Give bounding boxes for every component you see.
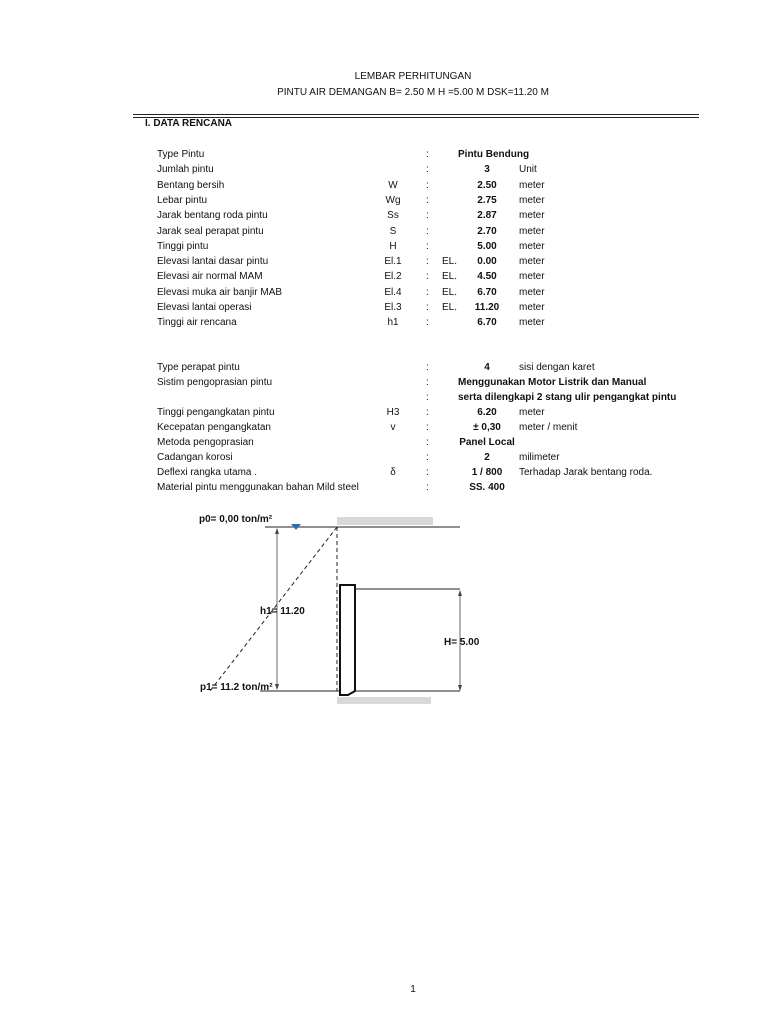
lift-speed-label: Kecepatan pengangkatan [157, 422, 271, 433]
parameter-value: 2.75 [477, 194, 497, 206]
colon: : [426, 482, 429, 493]
lift-height-value: 6.20 [477, 407, 497, 418]
colon: : [426, 422, 429, 433]
document-title: LEMBAR PERHITUNGAN [354, 71, 472, 82]
base-floor-slab [337, 697, 431, 704]
parameter-label: Lebar pintu [157, 194, 208, 206]
parameter-colon: : [426, 271, 429, 283]
parameter-el: EL. [442, 302, 458, 313]
H-arrow-top-icon [458, 590, 462, 596]
seal-type-label: Type perapat pintu [157, 362, 240, 373]
parameter-el: EL. [442, 256, 458, 268]
deflection-value: 1 / 800 [471, 467, 503, 478]
parameter-sym: El.1 [384, 256, 402, 268]
parameter-value: 4.50 [477, 271, 497, 283]
parameter-unit: meter [519, 240, 545, 252]
parameter-value: 2.50 [477, 179, 497, 191]
colon: : [426, 362, 429, 373]
operation-method-value: Panel Local [459, 437, 515, 448]
parameter-label: Type Pintu [157, 149, 205, 160]
parameter-colon: : [426, 149, 429, 160]
parameter-value: 6.70 [477, 286, 497, 298]
material-label: Material pintu menggunakan bahan Mild steel [157, 482, 359, 493]
parameter-label: Tinggi air rencana [157, 317, 237, 329]
parameter-sym: Wg [385, 194, 401, 206]
parameter-value: 5.00 [477, 240, 497, 252]
colon: : [426, 377, 429, 388]
operation-system-value-2: serta dilengkapi 2 stang ulir pengangkat pintu [458, 392, 677, 403]
H-arrow-bottom-icon [458, 685, 462, 691]
parameter-label: Jarak bentang roda pintu [157, 210, 268, 222]
parameter-value: 3 [484, 164, 490, 176]
lift-speed-value: ± 0,30 [473, 422, 501, 433]
parameter-value: Pintu Bendung [458, 149, 530, 160]
parameter-colon: : [426, 302, 429, 313]
parameter-value: 0.00 [477, 256, 497, 268]
deflection-label: Deflexi rangka utama . [157, 467, 258, 478]
colon: : [426, 467, 429, 478]
parameter-unit: meter [519, 286, 545, 298]
parameter-colon: : [426, 164, 429, 176]
colon: : [426, 437, 429, 448]
parameter-colon: : [426, 240, 429, 252]
parameter-value: 11.20 [474, 302, 500, 313]
parameter-unit: meter [519, 179, 545, 191]
parameter-sym: h1 [387, 317, 399, 329]
h1-arrow-bottom-icon [275, 684, 279, 690]
parameter-el: EL. [442, 271, 458, 283]
parameter-colon: : [426, 225, 429, 237]
parameter-sym: Ss [387, 210, 399, 222]
parameter-sym: W [388, 179, 398, 191]
parameter-colon: : [426, 317, 429, 329]
lift-speed-symbol: v [390, 422, 396, 433]
colon: : [426, 392, 429, 403]
parameter-value: 2.87 [477, 210, 497, 222]
parameter-unit: meter [519, 317, 545, 329]
parameter-unit: meter [519, 271, 545, 283]
parameter-colon: : [426, 210, 429, 222]
header-rule-top [133, 114, 699, 115]
corrosion-allowance-value: 2 [484, 452, 490, 463]
parameter-colon: : [426, 286, 429, 298]
operation-system-value-1: Menggunakan Motor Listrik dan Manual [458, 377, 647, 388]
parameter-unit: meter [519, 194, 545, 206]
page-number: 1 [410, 984, 416, 995]
parameter-value: 6.70 [477, 317, 497, 329]
parameter-label: Bentang bersih [157, 179, 225, 191]
parameter-label: Elevasi lantai dasar pintu [157, 256, 269, 268]
deflection-note: Terhadap Jarak bentang roda. [519, 467, 653, 478]
operation-system-label: Sistim pengoprasian pintu [157, 377, 273, 388]
lift-speed-unit: meter / menit [519, 422, 578, 433]
H-label: H= 5.00 [444, 637, 480, 648]
corrosion-allowance-label: Cadangan korosi [157, 452, 233, 463]
parameter-label: Jarak seal perapat pintu [157, 225, 264, 237]
colon: : [426, 407, 429, 418]
deflection-symbol: δ [390, 467, 396, 478]
parameter-value: 2.70 [477, 225, 497, 237]
document-subtitle: PINTU AIR DEMANGAN B= 2.50 M H =5.00 M DSK=11.20 M [277, 87, 549, 98]
seal-type-unit: sisi dengan karet [519, 362, 595, 373]
material-value: SS. 400 [469, 482, 505, 493]
p0-label: p0= 0,00 ton/m² [199, 514, 273, 525]
parameter-colon: : [426, 194, 429, 206]
pressure-diagram [180, 505, 500, 710]
parameter-label: Tinggi pintu [157, 240, 209, 252]
gate-leaf [340, 585, 355, 695]
parameter-unit: meter [519, 256, 545, 268]
parameter-unit: Unit [519, 164, 537, 176]
parameter-unit: meter [519, 302, 545, 313]
parameter-colon: : [426, 179, 429, 191]
operation-method-label: Metoda pengoprasian [157, 437, 254, 448]
corrosion-allowance-unit: milimeter [519, 452, 560, 463]
parameter-sym: H [389, 240, 397, 252]
parameter-sym: S [389, 225, 397, 237]
operation-floor-slab [337, 517, 433, 525]
parameter-el: EL. [442, 286, 458, 298]
parameter-colon: : [426, 256, 429, 268]
parameter-label: Elevasi muka air banjir MAB [157, 286, 283, 298]
parameter-sym: El.2 [384, 271, 402, 283]
seal-type-value: 4 [484, 362, 490, 373]
section-title: I. DATA RENCANA [145, 118, 233, 129]
colon: : [426, 452, 429, 463]
p1-label: p1= 11.2 ton/m² [200, 682, 273, 693]
lift-height-unit: meter [519, 407, 545, 418]
parameter-label: Jumlah pintu [157, 164, 214, 176]
parameter-unit: meter [519, 225, 545, 237]
parameter-sym: El.3 [384, 302, 402, 313]
parameter-unit: meter [519, 210, 545, 222]
lift-height-symbol: H3 [386, 407, 400, 418]
parameter-sym: El.4 [384, 286, 402, 298]
parameter-label: Elevasi lantai operasi [157, 302, 252, 313]
parameter-label: Elevasi air normal MAM [157, 271, 263, 283]
h1-arrow-top-icon [275, 528, 279, 534]
h1-label: h1= 11.20 [260, 606, 305, 617]
lift-height-label: Tinggi pengangkatan pintu [157, 407, 275, 418]
